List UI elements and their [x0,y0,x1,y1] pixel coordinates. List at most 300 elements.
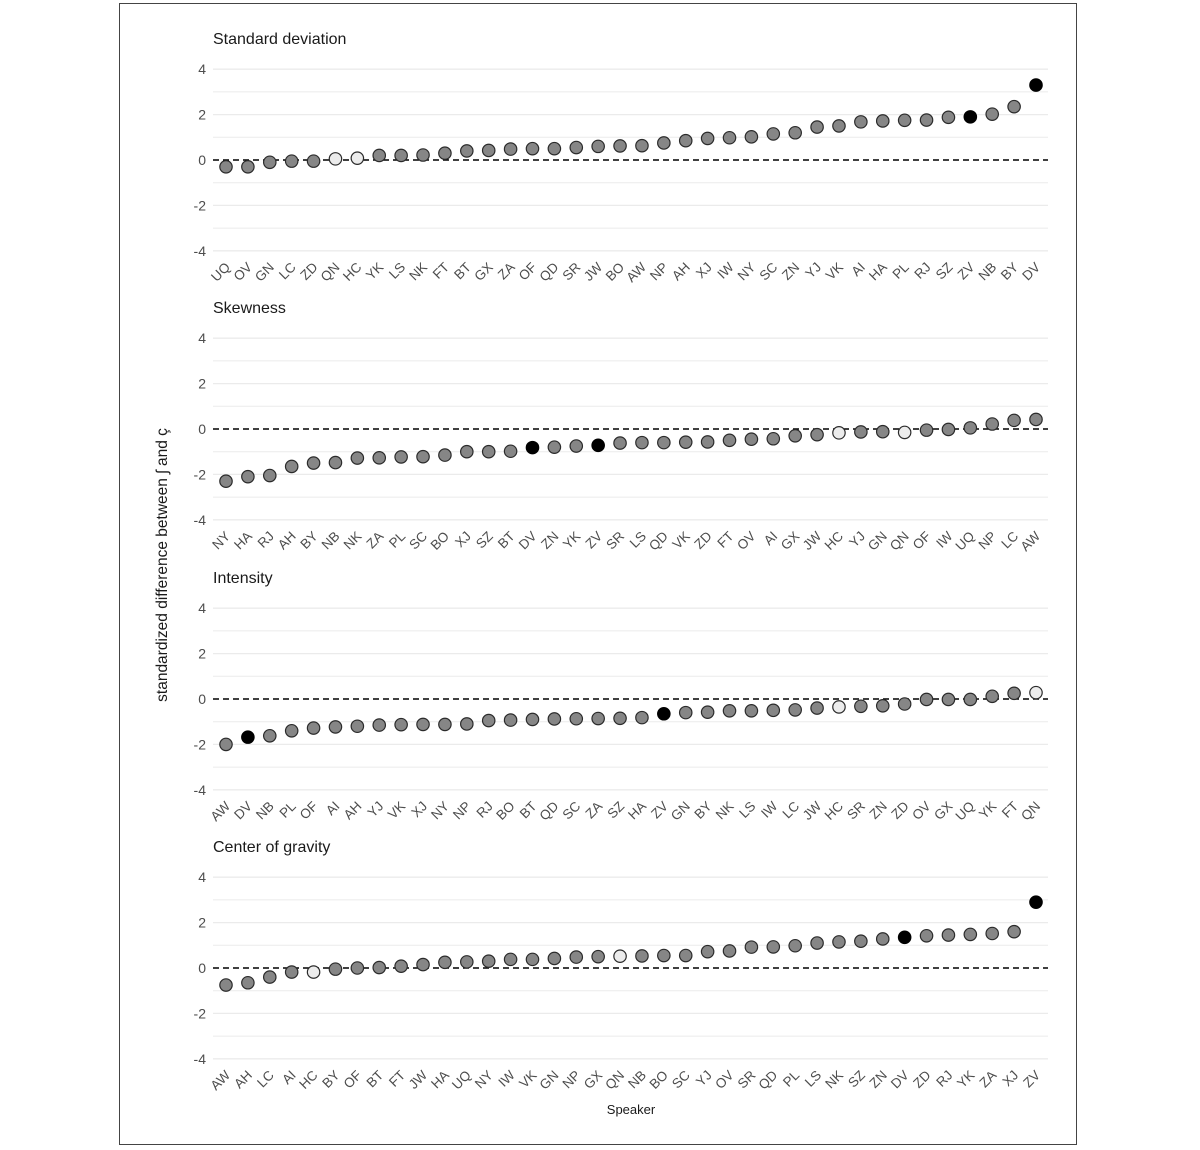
data-point-IW [723,132,735,144]
x-tick-label: YJ [692,1067,715,1090]
data-point-GN [548,952,560,964]
data-point-FT [439,147,451,159]
data-point-YK [986,690,998,702]
data-point-YJ [855,426,867,438]
y-tick-label: 0 [198,152,206,168]
x-tick-label: BY [319,1067,343,1091]
data-point-HC [307,966,319,978]
data-point-RJ [942,929,954,941]
data-point-OF [920,424,932,436]
x-tick-label: ZD [910,1067,934,1091]
x-tick-label: XJ [408,798,431,821]
x-tick-label: LS [385,259,409,282]
data-point-SC [680,949,692,961]
x-tick-label: FT [998,798,1022,821]
data-point-ZD [920,930,932,942]
data-point-NB [264,730,276,742]
data-point-IW [767,704,779,716]
x-tick-label: ZA [363,528,387,552]
data-point-LS [745,705,757,717]
data-point-OF [307,722,319,734]
data-point-LC [264,971,276,983]
x-tick-label: HA [625,798,650,823]
data-point-AH [351,720,363,732]
data-point-SC [767,128,779,140]
x-tick-label: BT [494,528,518,552]
data-point-YJ [701,945,713,957]
data-point-NK [351,452,363,464]
data-point-FT [1008,687,1020,699]
x-tick-label: NB [625,1067,650,1092]
x-tick-label: LS [801,1067,825,1090]
data-point-PL [285,725,297,737]
data-point-AH [242,977,254,989]
x-tick-label: DV [515,528,540,553]
x-tick-label: AI [848,259,868,280]
x-tick-label: ZN [538,528,562,552]
data-point-SZ [614,712,626,724]
data-point-AW [636,139,648,151]
data-point-SZ [483,446,495,458]
x-tick-label: YJ [802,259,825,282]
x-tick-label: NB [318,528,343,553]
data-point-NY [745,131,757,143]
data-point-NK [723,705,735,717]
data-point-PL [898,114,910,126]
data-point-QD [767,941,779,953]
x-tick-label: AW [623,259,650,286]
x-tick-label: ZA [582,798,606,822]
data-point-ZV [592,439,604,451]
x-tick-label: ZA [976,1067,1000,1091]
data-point-AI [767,433,779,445]
data-point-LS [811,937,823,949]
x-tick-label: UQ [208,259,234,285]
x-tick-label: YJ [364,798,387,821]
x-tick-label: AI [322,798,343,819]
data-point-YK [964,928,976,940]
data-point-SZ [855,935,867,947]
data-point-QD [658,436,670,448]
y-tick-label: 4 [198,869,206,886]
x-tick-label: QD [646,528,671,554]
y-tick-label: 2 [198,375,206,392]
x-tick-label: ZV [648,798,671,822]
x-tick-label: DV [887,1067,912,1092]
data-point-BT [461,145,473,157]
data-point-ZN [548,441,560,453]
x-tick-label: ZV [1020,1067,1044,1091]
data-point-BT [504,445,516,457]
data-point-JW [811,702,823,714]
x-tick-label: BY [297,528,321,552]
x-tick-label: NK [712,798,737,823]
data-point-XJ [701,132,713,144]
x-tick-label: NY [471,1067,496,1092]
data-point-LC [789,704,801,716]
data-point-XJ [461,446,473,458]
data-point-ZD [307,155,319,167]
data-point-NK [417,149,429,161]
data-point-BY [307,457,319,469]
y-tick-label: -2 [193,466,206,483]
x-tick-label: FT [429,259,453,282]
x-tick-label: NY [209,528,234,553]
data-point-AH [285,460,297,472]
x-tick-label: UQ [952,798,978,824]
x-tick-label: HC [296,1067,321,1092]
data-point-SR [855,700,867,712]
data-point-AI [329,721,341,733]
x-tick-label: BT [451,259,474,283]
panel-2 [194,570,1048,824]
panel-1 [194,300,1048,554]
data-point-GX [483,144,495,156]
data-point-GX [592,950,604,962]
data-point-RJ [483,714,495,726]
data-point-YJ [373,719,385,731]
data-point-BO [439,449,451,461]
x-tick-label: VK [822,259,847,283]
x-tick-label: ZD [297,259,321,283]
x-tick-label: RJ [911,259,934,282]
x-tick-label: AH [668,259,693,284]
x-tick-label: VK [516,1067,540,1091]
x-tick-label: NP [450,798,474,823]
data-point-QN [1030,686,1042,698]
x-tick-label: NK [822,1067,847,1092]
x-tick-label: RJ [933,1067,956,1090]
data-point-ZA [504,143,516,155]
y-tick-label: -2 [193,197,206,214]
x-tick-label: HA [866,259,890,284]
data-point-BY [1008,100,1020,112]
x-tick-label: NP [559,1067,584,1092]
y-tick-label: 2 [198,914,206,931]
data-point-NY [220,475,232,487]
x-tick-label: NB [253,798,277,823]
data-point-NB [636,950,648,962]
x-tick-label: LC [998,528,1022,552]
data-point-HC [833,427,845,439]
x-tick-label: YK [560,528,584,552]
x-tick-label: PL [385,528,409,551]
data-point-LC [285,155,297,167]
data-point-AW [220,738,232,750]
x-tick-label: BY [997,259,1022,283]
panel-title: Skewness [213,300,286,317]
data-point-HA [439,956,451,968]
x-tick-label: LS [736,798,759,821]
x-tick-label: NP [975,528,1000,553]
x-tick-label: ZV [954,259,978,283]
data-point-ZA [373,452,385,464]
x-tick-label: ZD [888,798,912,822]
data-point-OV [242,161,254,173]
x-tick-label: HA [231,528,256,553]
data-point-YK [570,440,582,452]
data-point-NP [986,418,998,430]
x-tick-label: AI [279,1067,299,1088]
data-point-VK [833,120,845,132]
y-axis-title: standardized difference between ʃ and ç [154,428,171,702]
data-point-PL [789,940,801,952]
data-point-UQ [964,422,976,434]
x-tick-label: YK [363,259,387,283]
x-tick-label: NK [340,528,365,553]
y-tick-label: 0 [198,960,206,976]
data-point-LS [636,436,648,448]
x-tick-label: LS [626,528,650,551]
x-tick-label: SR [603,528,628,553]
data-point-IW [942,423,954,435]
x-tick-label: IW [495,1067,518,1090]
data-point-SC [417,450,429,462]
x-tick-label: GN [536,1067,562,1093]
x-tick-label: NY [734,259,759,284]
x-tick-label: AW [207,798,234,825]
data-point-JW [417,958,429,970]
x-tick-label: HC [821,798,847,823]
x-tick-label: OF [340,1067,365,1092]
data-point-HC [833,701,845,713]
x-tick-label: XJ [452,528,474,551]
x-tick-label: HC [340,259,365,284]
x-tick-label: XJ [692,259,715,282]
x-tick-label: RJ [473,798,496,821]
x-tick-label: HA [428,1067,453,1092]
x-tick-label: BT [516,798,540,822]
x-tick-label: BO [602,259,628,284]
data-point-JW [811,428,823,440]
data-point-DV [898,931,910,943]
x-tick-label: ZD [691,528,715,552]
x-tick-label: BO [427,528,453,553]
data-point-XJ [1008,925,1020,937]
x-tick-label: AH [231,1067,256,1092]
x-tick-label: NK [406,259,431,284]
x-tick-label: GN [864,528,890,554]
x-tick-label: HC [821,528,847,553]
x-tick-label: SZ [604,798,628,822]
x-tick-label: DV [231,798,256,823]
x-tick-label: YJ [846,528,868,551]
x-tick-label: UQ [449,1067,474,1093]
x-tick-label: JW [799,798,825,823]
x-tick-label: AH [274,528,299,553]
x-tick-label: SR [734,1067,759,1092]
x-tick-label: QD [536,259,562,285]
x-tick-label: NP [647,259,671,284]
x-tick-label: NY [428,798,453,823]
data-point-AW [220,979,232,991]
data-point-BO [658,949,670,961]
x-tick-label: OV [230,259,256,284]
x-tick-label: ZN [778,259,803,283]
data-point-UQ [964,693,976,705]
data-point-HA [877,115,889,127]
x-tick-label: JW [799,528,825,553]
data-point-FT [723,434,735,446]
data-point-LC [1008,414,1020,426]
data-point-ZV [658,708,670,720]
x-tick-label: XJ [999,1067,1022,1090]
data-point-ZN [877,700,889,712]
data-point-VK [526,953,538,965]
y-tick-label: 4 [198,330,206,347]
y-tick-label: 2 [198,106,206,123]
data-point-BO [614,140,626,152]
y-tick-label: -2 [193,1005,206,1022]
x-tick-label: OV [909,798,934,823]
x-tick-label: IW [933,528,956,551]
data-point-VK [395,718,407,730]
data-point-IW [504,953,516,965]
x-tick-label: QD [536,798,562,824]
data-point-GX [942,693,954,705]
x-tick-label: QN [886,528,912,554]
x-tick-label: GX [777,528,803,553]
x-tick-label: OF [909,528,934,553]
data-point-OV [723,945,735,957]
data-point-NY [483,955,495,967]
x-tick-label: IW [714,259,737,282]
panel-title: Center of gravity [213,839,331,856]
y-tick-label: 4 [198,61,206,78]
x-tick-label: FT [385,1067,409,1090]
x-tick-label: BY [691,798,715,822]
data-point-ZD [898,698,910,710]
x-tick-label: UQ [952,528,978,554]
x-tick-label: QN [317,259,343,285]
x-tick-label: AW [1017,528,1044,555]
data-point-GN [680,706,692,718]
x-tick-label: IW [758,798,781,821]
data-point-AI [855,116,867,128]
x-tick-label: QN [1018,798,1044,824]
data-point-QN [329,153,341,165]
data-point-GN [264,156,276,168]
data-point-QD [548,713,560,725]
data-point-VK [680,436,692,448]
x-tick-label: PL [276,798,299,821]
x-tick-label: QN [602,1067,628,1093]
x-tick-label: ZN [866,1067,890,1091]
data-point-AI [285,966,297,978]
data-point-DV [526,441,538,453]
data-point-BT [373,961,385,973]
panel-title: Standard deviation [213,31,347,48]
data-point-AW [1030,413,1042,425]
x-tick-label: LC [779,798,803,822]
data-point-ZV [1030,896,1042,908]
x-tick-label: VK [384,798,409,822]
panel-0 [194,31,1048,285]
y-tick-label: -4 [193,242,206,259]
x-tick-label: GX [931,798,956,823]
data-point-SZ [942,111,954,123]
data-point-ZA [592,712,604,724]
y-tick-label: -2 [193,736,206,753]
x-tick-label: BT [363,1067,387,1091]
x-tick-label: SC [559,798,584,823]
data-point-NP [570,951,582,963]
y-tick-label: -4 [193,781,206,798]
x-tick-label: QD [755,1067,781,1093]
data-point-YK [373,149,385,161]
data-point-XJ [417,718,429,730]
y-tick-label: 2 [198,645,206,662]
data-point-LS [395,149,407,161]
x-tick-label: AI [760,528,781,549]
x-tick-label: SR [559,259,584,284]
data-point-NB [986,108,998,120]
data-point-BT [526,713,538,725]
data-point-QN [614,950,626,962]
data-point-YJ [811,121,823,133]
x-tick-label: OV [712,1067,737,1092]
y-tick-label: 0 [198,691,206,707]
panel-title: Intensity [213,570,273,587]
x-tick-label: YK [954,1067,978,1091]
x-tick-label: GN [667,798,693,824]
x-tick-label: ZN [866,798,890,822]
data-point-PL [395,451,407,463]
x-tick-label: PL [780,1067,803,1090]
data-point-BO [504,714,516,726]
x-tick-label: LC [275,259,299,283]
x-tick-label: ZV [582,528,606,552]
x-tick-label: SZ [845,1067,868,1091]
data-point-SR [745,941,757,953]
x-tick-label: GX [471,259,496,284]
x-tick-label: DV [1019,259,1044,284]
x-tick-label: NB [975,259,1000,284]
x-tick-label: OV [734,528,759,553]
data-point-RJ [920,114,932,126]
data-point-OF [526,142,538,154]
data-point-UQ [461,956,473,968]
data-point-NB [329,456,341,468]
x-tick-label: JW [405,1067,431,1092]
x-tick-label: SC [668,1067,693,1092]
x-tick-label: FT [714,528,737,551]
x-tick-label: AH [340,798,365,823]
data-point-BY [329,963,341,975]
x-tick-label: SC [756,259,781,284]
data-point-NY [439,718,451,730]
data-point-ZA [986,927,998,939]
data-point-OV [920,693,932,705]
y-tick-label: 0 [198,421,206,437]
x-tick-label: ZA [494,259,518,283]
data-point-NP [658,137,670,149]
x-tick-label: BO [493,798,518,823]
x-tick-label: VK [669,528,693,552]
data-point-OV [745,433,757,445]
x-tick-label: AW [207,1067,234,1094]
x-tick-label: RJ [254,528,277,551]
x-tick-label: OF [296,798,321,823]
x-tick-label: JW [580,259,606,284]
panel-3 [194,839,1048,1093]
data-point-GX [789,430,801,442]
x-tick-label: LC [254,1067,277,1091]
data-point-ZD [701,436,713,448]
data-point-FT [395,960,407,972]
data-point-QD [548,142,560,154]
x-tick-label: GN [251,259,277,285]
